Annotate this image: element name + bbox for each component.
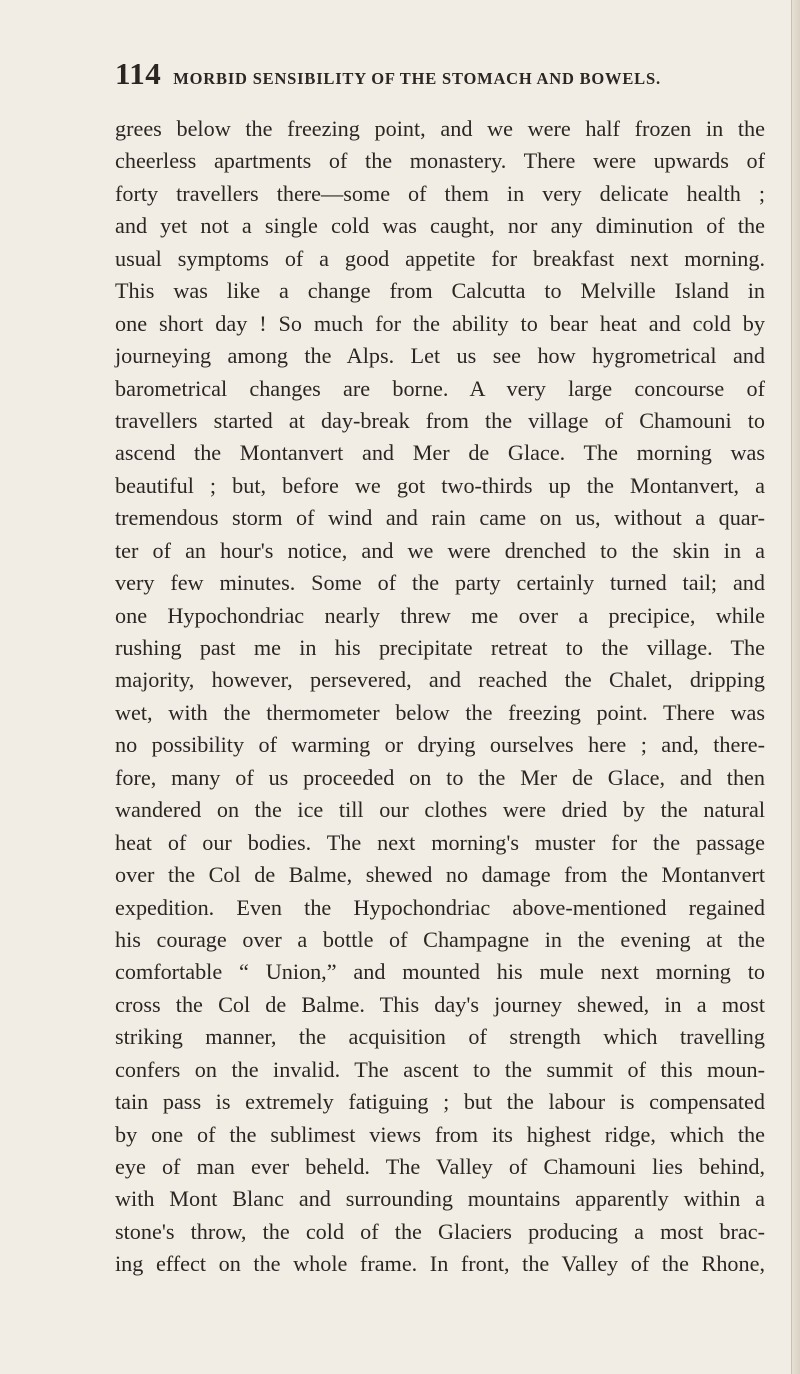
text-line: barometrical changes are borne. A very large concourse of: [115, 375, 765, 401]
text-line: stone's throw, the cold of the Glaciers producing a most brac-: [115, 1218, 765, 1244]
text-line: wandered on the ice till our clothes were dried by the natural: [115, 797, 765, 823]
text-line: by one of the sublimest views from its highest ridge, which the: [115, 1121, 765, 1147]
text-line: eye of man ever beheld. The Valley of Chamouni lies behind,: [115, 1154, 765, 1179]
text-line: cross the Col de Balme. This day's journey shewed, in a most: [115, 991, 765, 1017]
text-line: usual symptoms of a good appetite for breakfast next morning.: [115, 245, 765, 271]
text-line: fore, many of us proceeded on to the Mer de Glace, and then: [115, 764, 765, 790]
text-line: rushing past me in his precipitate retreat to the village. The: [115, 635, 765, 660]
text-line: expedition. Even the Hypochondriac above-mentioned regained: [115, 894, 765, 920]
text-line: no possibility of warming or drying ourselves here ; and, there-: [115, 732, 765, 758]
text-line: heat of our bodies. The next morning's muster for the passage: [115, 829, 765, 855]
text-line: cheerless apartments of the monastery. There were upwards of: [115, 148, 765, 174]
text-line: majority, however, persevered, and reached the Chalet, dripping: [115, 667, 765, 693]
text-line: striking manner, the acquisition of strength which travelling: [115, 1024, 765, 1050]
text-line: one short day ! So much for the ability to bear heat and cold by: [115, 310, 765, 336]
text-line: his courage over a bottle of Champagne in the evening at the: [115, 926, 765, 952]
text-line: This was like a change from Calcutta to Melville Island in: [115, 278, 765, 304]
text-line: comfortable “ Union,” and mounted his mule next morning to: [115, 959, 765, 985]
text-line: very few minutes. Some of the party certainly turned tail; and: [115, 570, 765, 596]
page-number: 114: [115, 56, 162, 91]
running-head: [115, 56, 755, 94]
text-line: confers on the invalid. The ascent to the summit of this moun-: [115, 1056, 765, 1082]
text-line: one Hypochondriac nearly threw me over a precipice, while: [115, 602, 765, 628]
text-line: wet, with the thermometer below the freezing point. There was: [115, 699, 765, 725]
text-line: ter of an hour's notice, and we were drenched to the skin in a: [115, 537, 765, 563]
text-line: ing effect on the whole frame. In front, the Valley of the Rhone,: [115, 1251, 765, 1277]
text-line: tain pass is extremely fatiguing ; but the labour is compensated: [115, 1089, 765, 1115]
text-line: journeying among the Alps. Let us see how hygrometrical and: [115, 343, 765, 369]
running-title: MORBID SENSIBILITY OF THE STOMACH AND BOWELS.: [173, 69, 661, 88]
body-text: [115, 113, 765, 1281]
text-line: grees below the freezing point, and we were half frozen in the: [115, 116, 765, 141]
text-line: ascend the Montanvert and Mer de Glace. The morning was: [115, 440, 765, 466]
text-line: and yet not a single cold was caught, nor any diminution of the: [115, 213, 765, 239]
text-line: over the Col de Balme, shewed no damage from the Montanvert: [115, 862, 765, 888]
text-line: forty travellers there—some of them in very delicate health ;: [115, 180, 765, 206]
page-edge: [791, 0, 800, 1374]
text-line: with Mont Blanc and surrounding mountains apparently within a: [115, 1186, 765, 1212]
text-line: travellers started at day-break from the village of Chamouni to: [115, 407, 765, 433]
text-line: tremendous storm of wind and rain came on us, without a quar-: [115, 505, 765, 531]
text-line: beautiful ; but, before we got two-thirds up the Montanvert, a: [115, 472, 765, 498]
